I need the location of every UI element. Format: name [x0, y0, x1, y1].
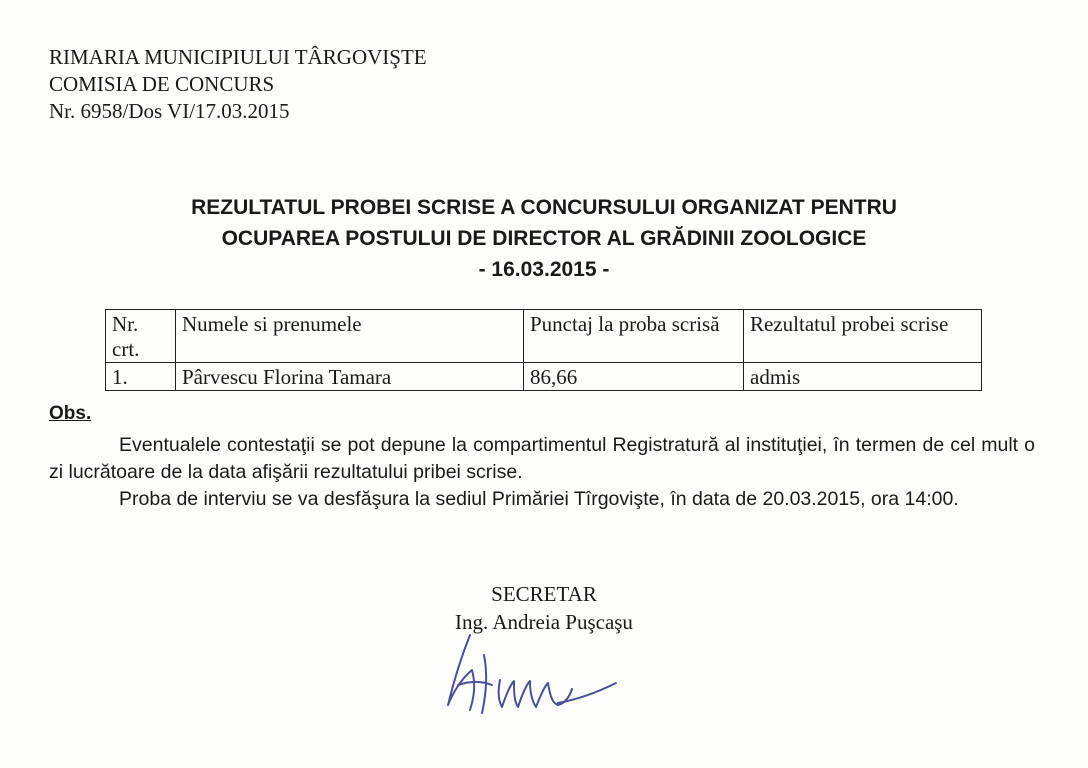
header-cell-nr: Nr. crt. — [106, 310, 176, 363]
cell-nr: 1. — [106, 363, 176, 391]
obs-paragraph-contestations: Eventualele contestaţii se pot depune la compartimentul Registratură al instituţiei, în termen de cel mult o zi lucrătoare de la data afişării rezultatului pribei scrise. — [49, 434, 1035, 483]
obs-paragraph-interview: Proba de interviu se va desfăşura la sediul Primăriei Tîrgovişte, în data de 20.03.2015, ora 14:00. — [119, 488, 959, 510]
obs-text — [49, 432, 1035, 513]
obs-label: Obs. — [49, 403, 92, 424]
cell-result: admis — [744, 363, 982, 391]
table-row — [106, 363, 982, 391]
title-date: - 16.03.2015 - — [478, 258, 610, 281]
signatory-role: SECRETAR — [491, 582, 597, 606]
document-header — [49, 44, 427, 125]
header-cell-result: Rezultatul probei scrise — [744, 310, 982, 363]
results-table — [105, 309, 982, 391]
commission-name: COMISIA DE CONCURS — [49, 72, 275, 96]
title-line-2: OCUPAREA POSTULUI DE DIRECTOR AL GRĂDINII ZOOLOGICE — [221, 227, 867, 250]
handwritten-signature — [440, 625, 680, 720]
institution-name: RIMARIA MUNICIPIULUI TÂRGOVIŞTE — [49, 45, 427, 69]
header-cell-score: Punctaj la proba scrisă — [524, 310, 744, 363]
header-cell-name: Numele si prenumele — [176, 310, 524, 363]
title-line-1: REZULTATUL PROBEI SCRISE A CONCURSULUI ORGANIZAT PENTRU — [191, 196, 897, 219]
cell-name: Pârvescu Florina Tamara — [176, 363, 524, 391]
document-title — [0, 192, 1088, 285]
cell-score: 86,66 — [524, 363, 744, 391]
table-header-row — [106, 310, 982, 363]
signatory-name: Ing. Andreia Puşcaşu — [455, 610, 633, 634]
reference-number: Nr. 6958/Dos VI/17.03.2015 — [49, 99, 290, 123]
